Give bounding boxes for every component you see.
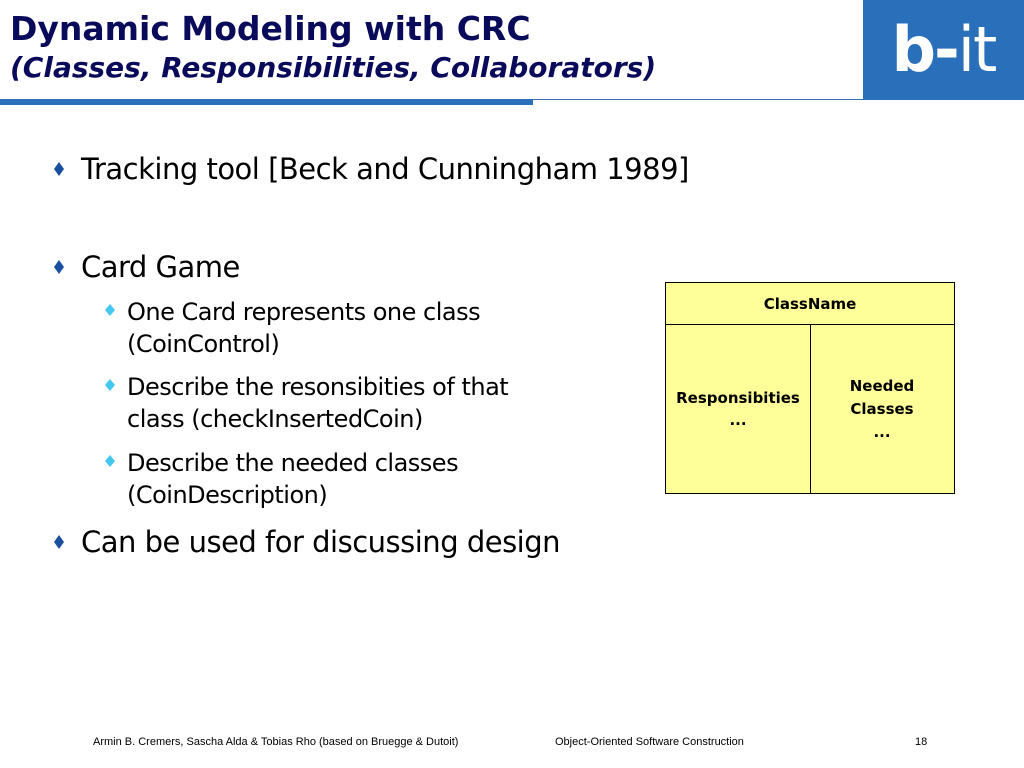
- subbullet-text: Describe the needed classes: [127, 449, 459, 477]
- subbullet-text: Describe the resonsibities of that: [127, 373, 509, 401]
- subbullet-text-cont: (CoinControl): [127, 330, 280, 358]
- crc-class-name: ClassName: [666, 283, 954, 325]
- subbullet-text-cont: (CoinDescription): [127, 481, 328, 509]
- crc-collaborators: [811, 325, 953, 493]
- bullet-text: Tracking tool [Beck and Cunningham 1989]: [81, 152, 689, 186]
- diamond-bullet-icon: [54, 260, 64, 274]
- crc-card: [665, 282, 955, 494]
- diamond-bullet-icon: [54, 535, 64, 549]
- title-subtitle: (Classes, Responsibilities, Collaborators): [10, 51, 657, 84]
- title-main: Dynamic Modeling with CRC: [10, 9, 531, 48]
- b-it-logo: [863, 0, 1024, 100]
- crc-responsibilities-label: Responsibities: [676, 389, 800, 407]
- diamond-subbullet-icon: [105, 379, 115, 391]
- slide-title: [10, 10, 656, 88]
- crc-responsibilities-ellipsis: ...: [729, 411, 747, 429]
- bullet-text: Can be used for discussing design: [81, 525, 561, 559]
- crc-collaborators-ellipsis: ...: [873, 422, 891, 441]
- crc-collaborators-label-2: Classes: [850, 399, 914, 418]
- subbullet-text: One Card represents one class: [127, 298, 481, 326]
- crc-collaborators-label-1: Needed: [849, 376, 915, 395]
- footer-page-number: 18: [915, 736, 928, 748]
- footer-authors: Armin B. Cremers, Sascha Alda & Tobias Rho (based on Bruegge & Dutoit): [93, 736, 459, 748]
- crc-responsibilities: [666, 325, 811, 493]
- title-underline-thick: [0, 99, 533, 105]
- footer-course: Object-Oriented Software Construction: [555, 736, 744, 748]
- diamond-subbullet-icon: [105, 304, 115, 316]
- bullet-text: Card Game: [81, 250, 240, 284]
- diamond-subbullet-icon: [105, 455, 115, 467]
- logo-text: b-it: [891, 13, 996, 86]
- subbullet-text-cont: class (checkInsertedCoin): [127, 405, 423, 433]
- title-underline-thin: [533, 99, 863, 100]
- diamond-bullet-icon: [54, 162, 64, 176]
